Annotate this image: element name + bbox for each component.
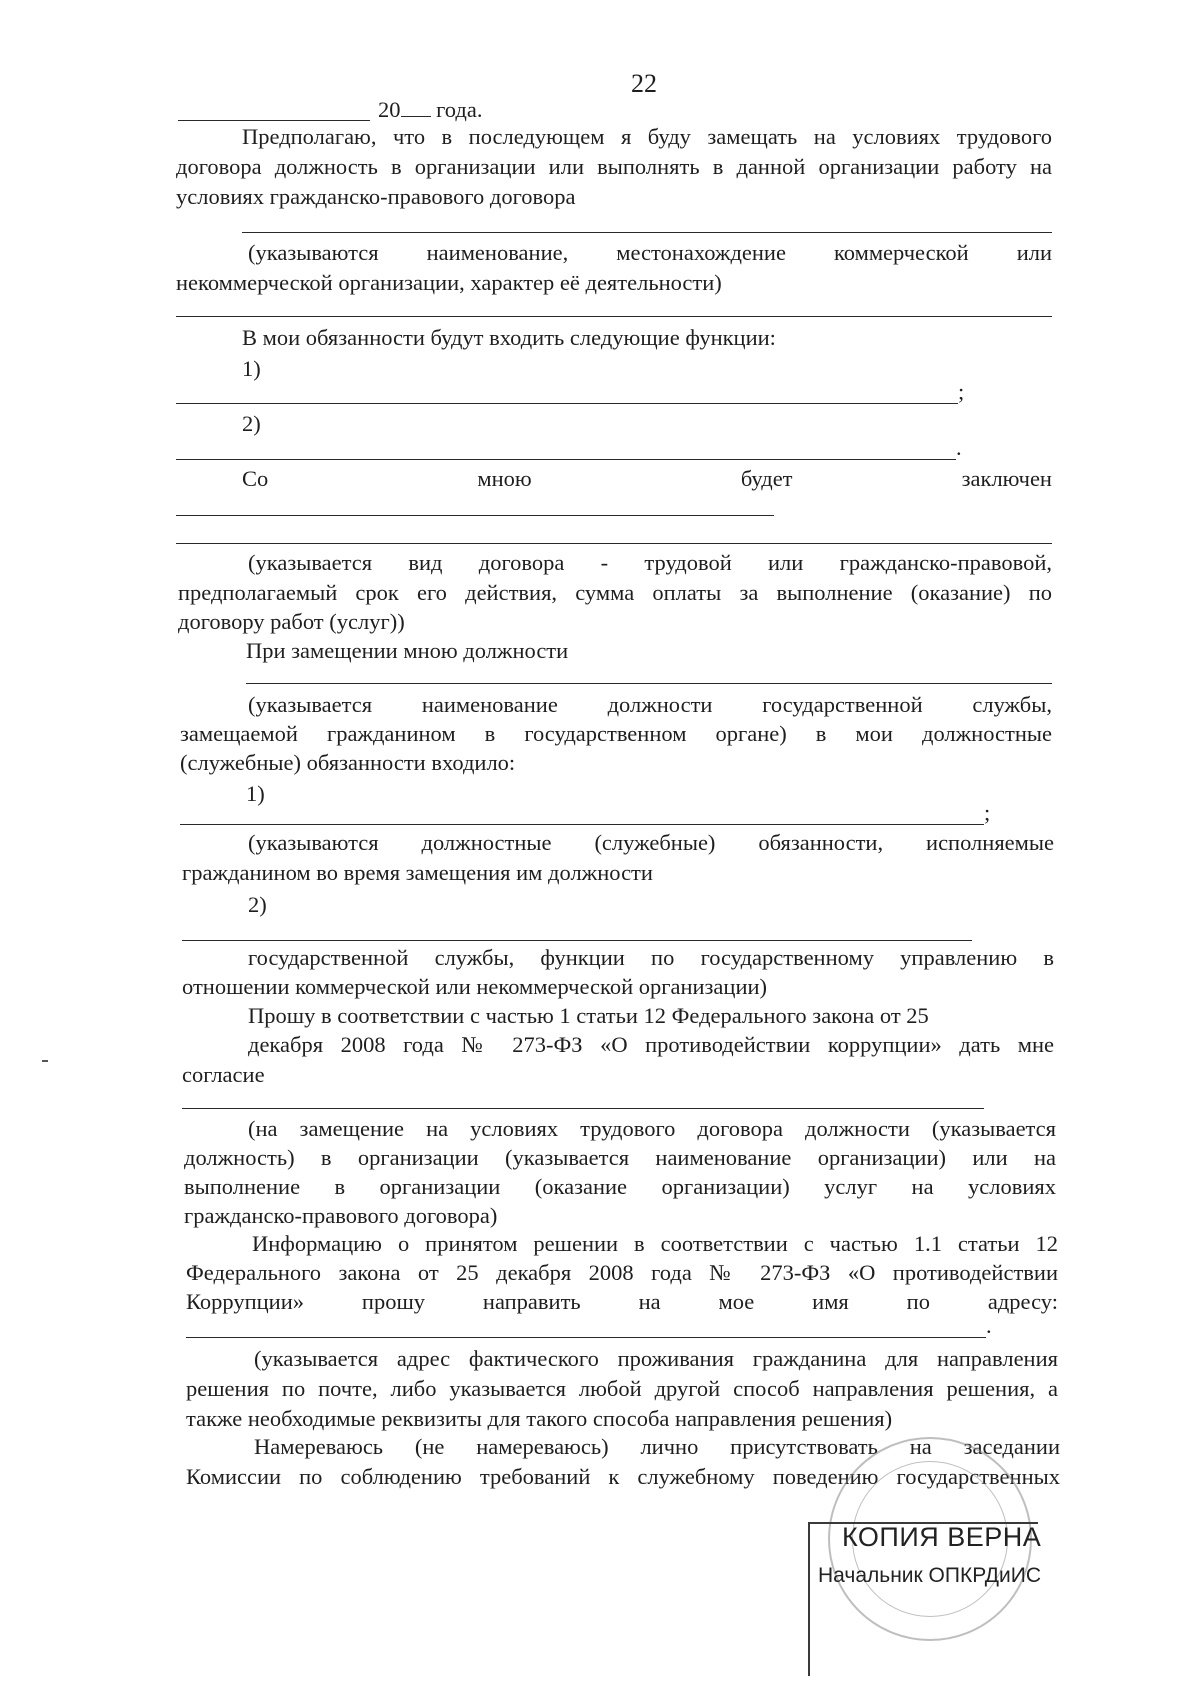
- org-hint-line-2: некоммерческой организации, характер её деятельности): [176, 270, 722, 295]
- stamp-title: КОПИЯ ВЕРНА: [842, 1522, 1042, 1552]
- year-prefix: 20: [378, 97, 401, 122]
- org-hint-line-1: [248, 238, 1052, 268]
- duty-item-1: 1): [246, 781, 265, 806]
- duty-1-end: ;: [984, 800, 991, 825]
- consent-hint-line-3: выполнение в организации (оказание организации) услуг на условиях: [184, 1174, 1056, 1199]
- intro-line-1: Предполагаю, что в последующем я буду замещать на условиях трудового: [242, 124, 1052, 149]
- org-hint-word: коммерческой: [833, 240, 969, 265]
- address-blank[interactable]: [186, 1337, 986, 1338]
- position-blank[interactable]: [246, 683, 1052, 684]
- contract-word: заключен: [961, 466, 1052, 491]
- consent-hint-line-1: (на замещение на условиях трудового договора должности (указывается: [248, 1116, 1056, 1141]
- year-blank[interactable]: [401, 98, 431, 117]
- info-line-3: Коррупции» прошу направить на мое имя по адресу:: [186, 1289, 1058, 1314]
- contract-blank-2[interactable]: [176, 543, 1052, 544]
- scan-speck: [42, 1060, 48, 1062]
- duty-1-blank[interactable]: [180, 824, 984, 825]
- duty-hint-line-1: (указываются должностные (служебные) обязанности, исполняемые: [248, 830, 1054, 855]
- org-hint-word: местонахождение: [616, 240, 786, 265]
- org-hint-word: или: [1016, 240, 1052, 265]
- activity-blank[interactable]: [176, 316, 1052, 317]
- stamp-subtitle: Начальник ОПКРДиИС: [818, 1564, 1042, 1587]
- attendance-line-2: Комиссии по соблюдению требований к служебному поведению государственных: [186, 1464, 1060, 1489]
- position-hint-line-3: (служебные) обязанности входило:: [180, 750, 516, 775]
- duty-item-2: 2): [248, 892, 267, 917]
- date-suffix: года.: [436, 97, 483, 122]
- function-1-end: ;: [958, 379, 965, 404]
- function-item-2: 2): [242, 411, 261, 436]
- functions-heading: В мои обязанности будут входить следующие функции:: [242, 325, 776, 350]
- request-line-3: согласие: [182, 1062, 265, 1087]
- intro-line-3: условиях гражданско-правового договора: [176, 184, 576, 209]
- date-blank[interactable]: [178, 120, 370, 121]
- contract-word: мною: [477, 466, 532, 491]
- consent-hint-line-4: гражданско-правового договора): [184, 1203, 498, 1228]
- contract-hint-line-1: (указывается вид договора - трудовой или гражданско-правовой,: [248, 550, 1052, 575]
- contract-hint-line-2: предполагаемый срок его действия, сумма оплаты за выполнение (оказание) по: [178, 580, 1052, 605]
- org-hint-word: (указываются: [248, 240, 379, 265]
- duty-hint-line-4: отношении коммерческой или некоммерческой организации): [182, 974, 768, 999]
- date-year: [378, 95, 482, 125]
- address-end: .: [986, 1313, 992, 1338]
- function-item-1: 1): [242, 356, 261, 381]
- duty-hint-line-3: государственной службы, функции по государственному управлению в: [248, 945, 1054, 970]
- organization-blank[interactable]: [242, 232, 1052, 233]
- page-number: 22: [631, 69, 657, 98]
- info-line-1: Информацию о принятом решении в соответствии с частью 1.1 статьи 12: [252, 1231, 1058, 1256]
- contract-hint-line-3: договору работ (услуг)): [178, 609, 405, 634]
- address-hint-line-3: также необходимые реквизиты для такого способа направления решения): [186, 1406, 893, 1431]
- org-hint-word: наименование,: [426, 240, 569, 265]
- duty-hint-line-2: гражданином во время замещения им должности: [182, 860, 653, 885]
- function-1-blank[interactable]: [176, 403, 958, 404]
- info-line-2: Федерального закона от 25 декабря 2008 года № 273-ФЗ «О противодействии: [186, 1260, 1058, 1285]
- consent-blank[interactable]: [182, 1108, 984, 1109]
- contract-word: будет: [740, 466, 793, 491]
- contract-word: Со: [242, 466, 269, 491]
- address-hint-line-2: решения по почте, либо указывается любой другой способ направления решения, а: [186, 1376, 1058, 1401]
- intro-line-2: договора должность в организации или выполнять в данной организации работу на: [176, 154, 1052, 179]
- position-hint-line-2: замещаемой гражданином в государственном органе) в мои должностные: [180, 721, 1052, 746]
- function-2-end: .: [956, 435, 962, 460]
- duty-2-blank[interactable]: [182, 940, 972, 941]
- position-hint-line-1: (указывается наименование должности государственной службы,: [248, 692, 1052, 717]
- request-line-2: декабря 2008 года № 273-ФЗ «О противодействии коррупции» дать мне: [248, 1032, 1054, 1057]
- position-intro: При замещении мною должности: [246, 638, 569, 663]
- request-line-1: Прошу в соответствии с частью 1 статьи 12 Федерального закона от 25: [248, 1003, 929, 1028]
- attendance-line-1: Намереваюсь (не намереваюсь) лично присутствовать на заседании: [254, 1434, 1060, 1459]
- consent-hint-line-2: должность) в организации (указывается наименование организации) или на: [184, 1145, 1056, 1170]
- contract-line: [242, 464, 1052, 494]
- function-2-blank[interactable]: [176, 459, 956, 460]
- contract-blank-1[interactable]: [176, 515, 774, 516]
- address-hint-line-1: (указывается адрес фактического проживания гражданина для направления: [254, 1346, 1058, 1371]
